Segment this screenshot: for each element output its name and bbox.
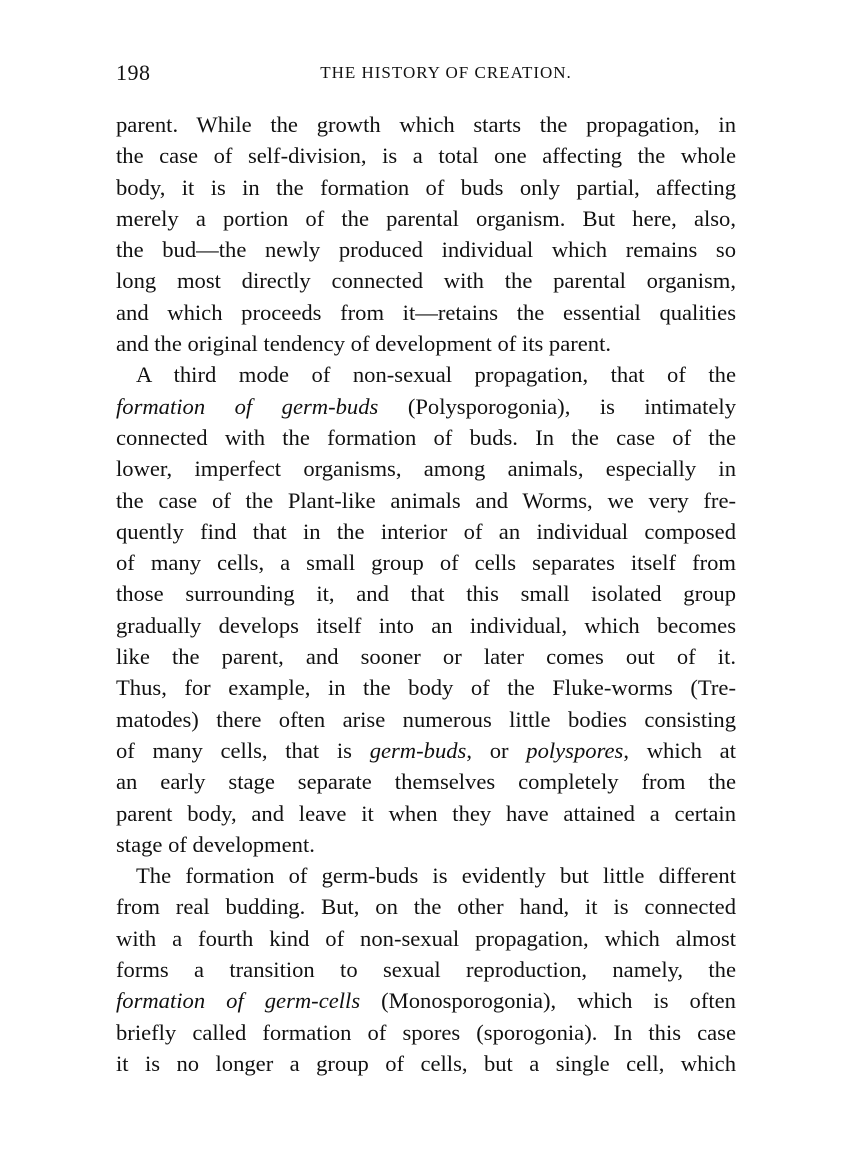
- emphasis-term: formation of germ-buds: [116, 393, 379, 419]
- text-line: connected with the formation of buds. In the case of the: [116, 424, 736, 450]
- body-text: [116, 109, 736, 1079]
- text-line-with-emphasis: [116, 391, 736, 422]
- text-line: those surrounding it, and that this small isolated group: [116, 581, 736, 607]
- text-run: (Monosporogonia), which is often: [360, 988, 736, 1014]
- running-head: [116, 58, 736, 88]
- text-line: like the parent, and sooner or later comes out of it.: [116, 644, 736, 670]
- text-line: gradually develops itself into an individual, which becomes: [116, 612, 736, 638]
- text-line: A third mode of non-sexual propagation, that of the: [136, 362, 736, 388]
- text-line: body, it is in the formation of buds only partial, affecting: [116, 174, 736, 200]
- text-line: and which proceeds from it—retains the essential qualities: [116, 299, 736, 325]
- text-line: parent body, and leave it when they have attained a certain: [116, 800, 736, 826]
- page-number: 198: [116, 60, 151, 85]
- text-line: Thus, for example, in the body of the Fluke-worms (Tre-: [116, 675, 736, 701]
- text-line: lower, imperfect organisms, among animals, especially in: [116, 456, 736, 482]
- text-line: it is no longer a group of cells, but a single cell, which: [116, 1050, 736, 1076]
- paragraph-2: [116, 359, 736, 860]
- paragraph-1: [116, 109, 736, 359]
- text-line: merely a portion of the parental organism. But here, also,: [116, 205, 736, 231]
- text-run: , which at: [623, 737, 736, 763]
- text-line: parent. While the growth which starts the propagation, in: [116, 112, 736, 137]
- text-line: quently find that in the interior of an individual composed: [116, 518, 736, 544]
- book-page: [116, 58, 736, 1079]
- text-run: of many cells, that is: [116, 737, 370, 763]
- text-line: and the original tendency of development of its parent.: [116, 331, 612, 357]
- text-line: The formation of germ-buds is evidently but little different: [136, 863, 736, 889]
- text-line: with a fourth kind of non-sexual propagation, which almost: [116, 925, 736, 951]
- text-line: briefly called formation of spores (sporogonia). In this case: [116, 1019, 736, 1045]
- text-run: (Polysporogonia), is intimately: [378, 393, 736, 419]
- emphasis-term: formation of germ-cells: [116, 988, 361, 1014]
- text-line: stage of development.: [116, 831, 315, 857]
- running-title: THE HISTORY OF CREATION.: [320, 63, 572, 82]
- text-line: matodes) there often arise numerous little bodies consisting: [116, 706, 736, 732]
- text-line: the case of the Plant-like animals and Worms, we very fre-: [116, 487, 736, 513]
- text-line: an early stage separate themselves completely from the: [116, 769, 736, 795]
- text-line: from real budding. But, on the other hand, it is connected: [116, 894, 736, 920]
- text-line-with-emphasis: [116, 735, 736, 766]
- text-line: forms a transition to sexual reproduction, namely, the: [116, 957, 736, 983]
- text-line: of many cells, a small group of cells separates itself from: [116, 550, 736, 576]
- emphasis-term: polyspores: [526, 737, 624, 763]
- emphasis-term: germ-buds: [369, 737, 467, 763]
- text-run: , or: [466, 737, 527, 763]
- text-line: the case of self-division, is a total one affecting the whole: [116, 143, 736, 169]
- text-line: the bud—the newly produced individual which remains so: [116, 237, 736, 263]
- text-line-with-emphasis: [116, 985, 736, 1016]
- text-line: long most directly connected with the parental organism,: [116, 268, 736, 294]
- paragraph-3: [116, 860, 736, 1079]
